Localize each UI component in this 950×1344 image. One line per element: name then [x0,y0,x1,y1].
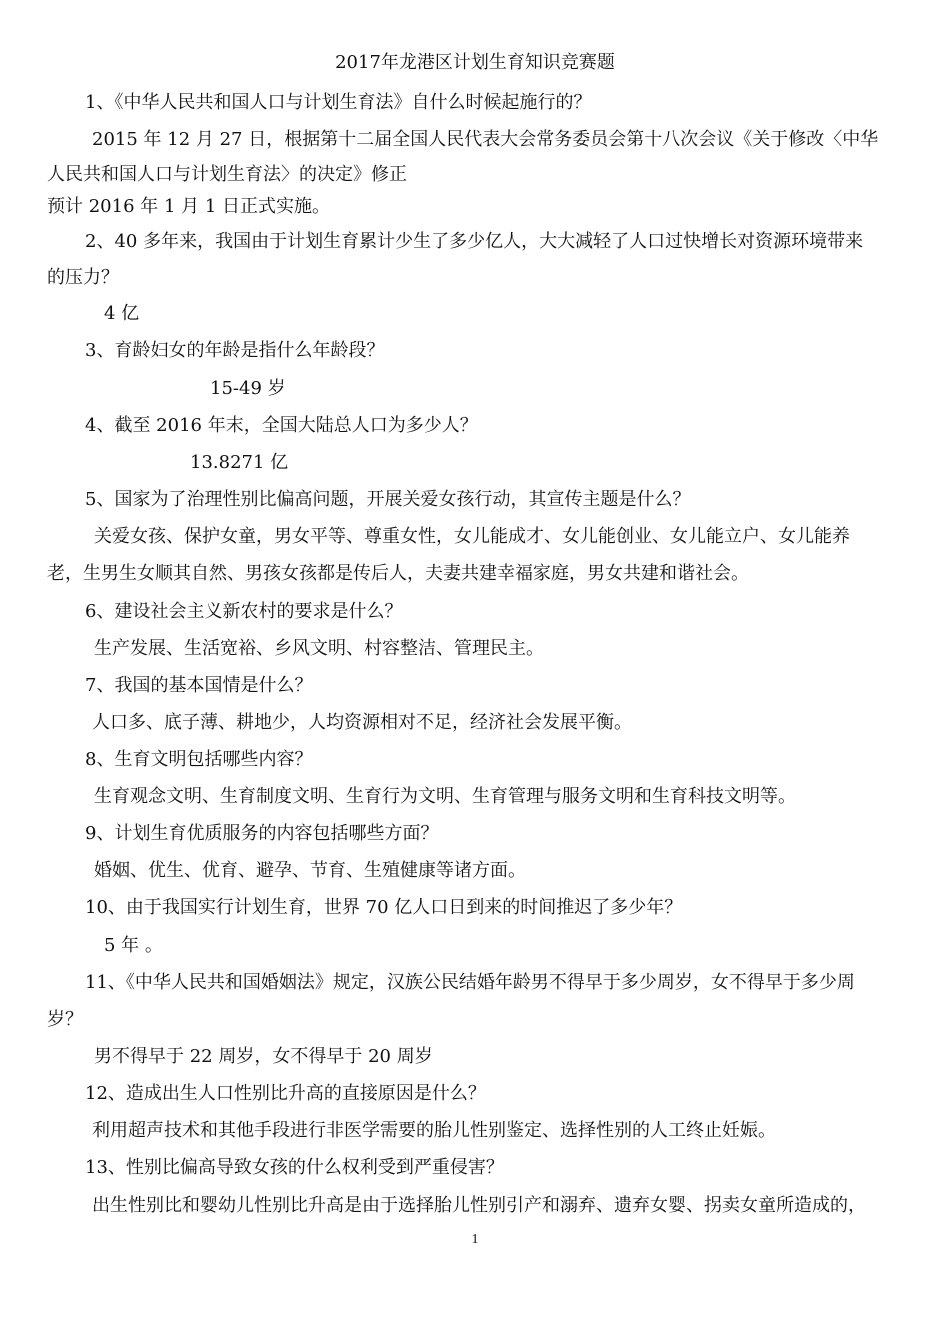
answer-8: 生育观念文明、生育制度文明、生育行为文明、生育管理与服务文明和生育科技文明等。 [94,786,796,807]
answer-7: 人口多、底子薄、耕地少，人均资源相对不足，经济社会发展平衡。 [92,712,632,733]
answer-6: 生产发展、生活宽裕、乡风文明、村容整洁、管理民主。 [94,638,544,659]
answer-5-line-1: 关爱女孩、保护女童，男女平等、尊重女性，女儿能成才、女儿能创业、女儿能立户、女儿能养 [94,526,850,547]
answer-1-line-1: 2015 年 12 月 27 日，根据第十二届全国人民代表大会常务委员会第十八次会议《关于修改〈中华 [92,129,879,150]
question-2-line-2: 的压力？ [47,267,119,288]
answer-4: 13.8271 亿 [190,452,289,473]
answer-1-line-2: 人民共和国人口与计划生育法〉的决定》修正 [47,164,407,185]
answer-5-line-2: 老，生男生女顺其自然、男孩女孩都是传后人，夫妻共建幸福家庭，男女共建和谐社会。 [47,563,749,584]
question-1: 1、《中华人民共和国人口与计划生育法》自什么时候起施行的？ [85,92,592,113]
answer-3: 15-49 岁 [210,378,286,399]
answer-12: 利用超声技术和其他手段进行非医学需要的胎儿性别鉴定、选择性别的人工终止妊娠。 [92,1120,776,1141]
question-2-line-1: 2、40 多年来，我国由于计划生育累计少生了多少亿人，大大减轻了人口过快增长对资源环境带来 [85,231,864,252]
question-5: 5、国家为了治理性别比偏高问题，开展关爱女孩行动，其宣传主题是什么？ [85,489,691,510]
question-9: 9、计划生育优质服务的内容包括哪些方面？ [85,823,439,844]
document-title: 2017年龙港区计划生育知识竞赛题 [335,52,615,73]
question-7: 7、我国的基本国情是什么？ [85,675,313,696]
question-3: 3、育龄妇女的年龄是指什么年龄段？ [85,340,385,361]
question-11-line-1: 11、《中华人民共和国婚姻法》规定，汉族公民结婚年龄男不得早于多少周岁，女不得早于多少周 [85,972,855,993]
answer-11: 男不得早于 22 周岁，女不得早于 20 周岁 [94,1046,433,1067]
page-number: 1 [471,1232,479,1247]
question-11-line-2: 岁？ [47,1009,83,1030]
question-8: 8、生育文明包括哪些内容？ [85,749,313,770]
answer-9: 婚姻、优生、优育、避孕、节育、生殖健康等诸方面。 [94,860,526,881]
question-10: 10、由于我国实行计划生育，世界 70 亿人口日到来的时间推迟了多少年？ [85,897,683,918]
question-4: 4、截至 2016 年末，全国大陆总人口为多少人？ [85,415,478,436]
answer-10: 5 年 。 [104,935,163,956]
question-6: 6、建设社会主义新农村的要求是什么？ [85,601,403,622]
answer-1-line-3: 预计 2016 年 1 月 1 日正式实施。 [47,196,331,217]
answer-13-line-1: 出生性别比和婴幼儿性别比升高是由于选择胎儿性别引产和溺弃、遗弃女婴、拐卖女童所造成的， [92,1195,866,1216]
question-13: 13、性别比偏高导致女孩的什么权利受到严重侵害？ [85,1157,504,1178]
answer-2: 4 亿 [104,303,140,324]
question-12: 12、造成出生人口性别比升高的直接原因是什么？ [85,1083,486,1104]
